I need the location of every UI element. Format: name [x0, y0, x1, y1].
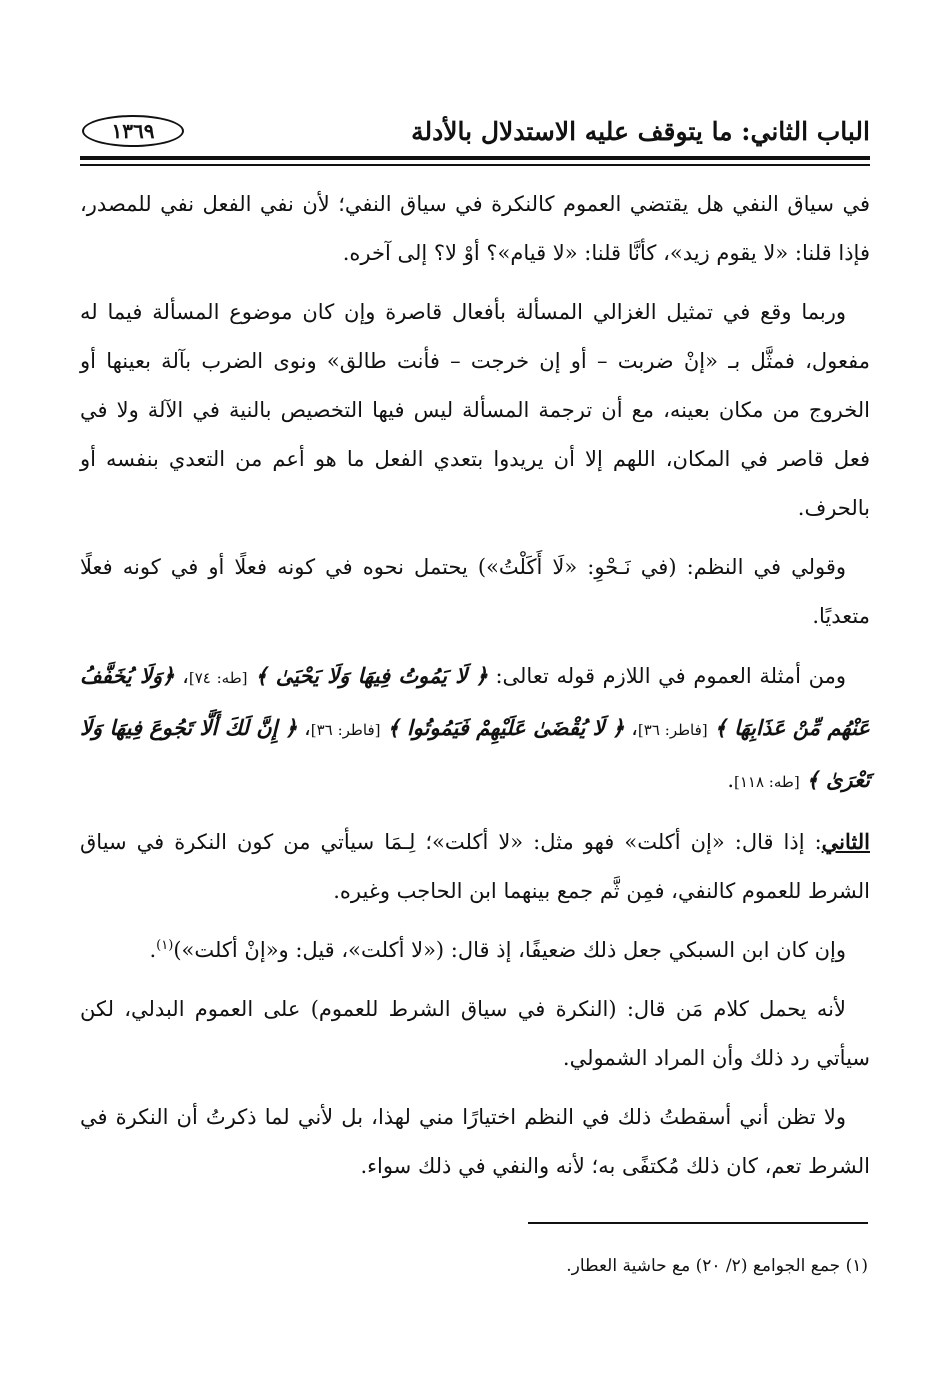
paragraph-8: ولا تظن أني أسقطتُ ذلك في النظم اختيارًا مني لهذا، بل لأني لما ذكرتُ أن النكرة في الشرط تعم، كان ذلك مُكتفًى به؛ لأنه والنفي في ذلك سواء.	[80, 1105, 870, 1178]
page-header	[82, 108, 870, 154]
verse-ref-1: [طه: ٧٤]	[188, 669, 248, 687]
paragraph-2: وربما وقع في تمثيل الغزالي المسألة بأفعال قاصرة وإن كان موضوع المسألة فيما له مفعول، فمثَّل بـ «إنْ ضربت – أو إن خرجت – فأنت طالق» ونوى الضرب بآلة بعينها أو الخروج من مكان بعينه، مع أن ترجمة المسألة ليس فيها التخصيص بالنية في الآلة ولا في فعل قاصر في المكان، اللهم إلا أن يريدوا بتعدي الفعل ما هو أعم من التعدي بنفسه أو بالحرف.	[80, 300, 870, 520]
running-title: الباب الثاني: ما يتوقف عليه الاستدلال بالأدلة	[411, 116, 870, 146]
verse-ref-3: [فاطر: ٣٦]	[310, 721, 381, 739]
header-rule-thin	[80, 164, 870, 166]
footnote-1: (١) جمع الجوامع (٢/ ٢٠) مع حاشية العطار.	[566, 1256, 868, 1276]
main-text	[80, 180, 870, 1201]
quran-verse-3: ﴿ لَا يُقْضَىٰ عَلَيْهِمْ فَيَمُوتُوا ﴾	[387, 715, 625, 740]
header-rule-thick	[80, 156, 870, 160]
section-lead-second: الثاني	[821, 829, 870, 854]
separator: ،	[297, 716, 311, 740]
quran-verse-2: ﴿وَلَا يُخَفَّفُ عَنْهُم مِّنْ عَذَابِهَا ﴾	[80, 663, 870, 740]
paragraph-6-end: .	[149, 938, 157, 962]
paragraph-6	[80, 926, 870, 975]
footnote-separator	[528, 1222, 868, 1224]
verse-ref-4: [طه: ١١٨]	[734, 773, 800, 791]
footnote-mark: (١)	[156, 938, 174, 953]
paragraph-1: في سياق النفي هل يقتضي العموم كالنكرة في سياق النفي؛ لأن نفي الفعل نفي للمصدر، فإذا قلنا: «لا يقوم زيد»، كأنَّا قلنا: «لا قيام»؟ أوْ لا؟ إلى آخره.	[80, 192, 870, 265]
paragraph-7: لأنه يحمل كلام مَن قال: (النكرة في سياق الشرط للعموم) على العموم البدلي، لكن سيأتي رد ذلك وأن المراد الشمولي.	[80, 997, 870, 1070]
quran-verse-1: ﴿ لَا يَمُوتُ فِيهَا وَلَا يَحْيَىٰ ﴾	[255, 663, 488, 688]
quran-verse-4: ﴿ إِنَّ لَكَ أَلَّا تَجُوعَ فِيهَا وَلَا تَعْرَىٰ ﴾	[80, 715, 870, 792]
paragraph-5	[80, 817, 870, 916]
separator: ،	[624, 716, 638, 740]
paragraph-5-text: : إذا قال: «إن أكلت» فهو مثل: «لا أكلت»؛ لِـمَا سيأتي من كون النكرة في سياق الشرط للعموم كالنفي، فمِن ثَّم جمع بينهما ابن الحاجب وغيره.	[80, 830, 870, 903]
paragraph-4	[80, 651, 870, 807]
page-number: ١٣٦٩	[82, 115, 184, 147]
paragraph-3: وقولي في النظم: (في نَـحْوِ: «لَا أَكَلْتُ») يحتمل نحوه في كونه فعلًا أو في كونه فعلًا متعديًا.	[80, 555, 870, 628]
paragraph-4-intro: ومن أمثلة العموم في اللازم قوله تعالى:	[487, 664, 847, 688]
paragraph-4-end: .	[727, 768, 734, 792]
paragraph-6-text: وإن كان ابن السبكي جعل ذلك ضعيفًا، إذ قال: («لا أكلت»، قيل: و«إنْ أكلت»)	[173, 938, 846, 962]
separator: ،	[174, 664, 189, 688]
verse-ref-2: [فاطر: ٣٦]	[637, 721, 708, 739]
